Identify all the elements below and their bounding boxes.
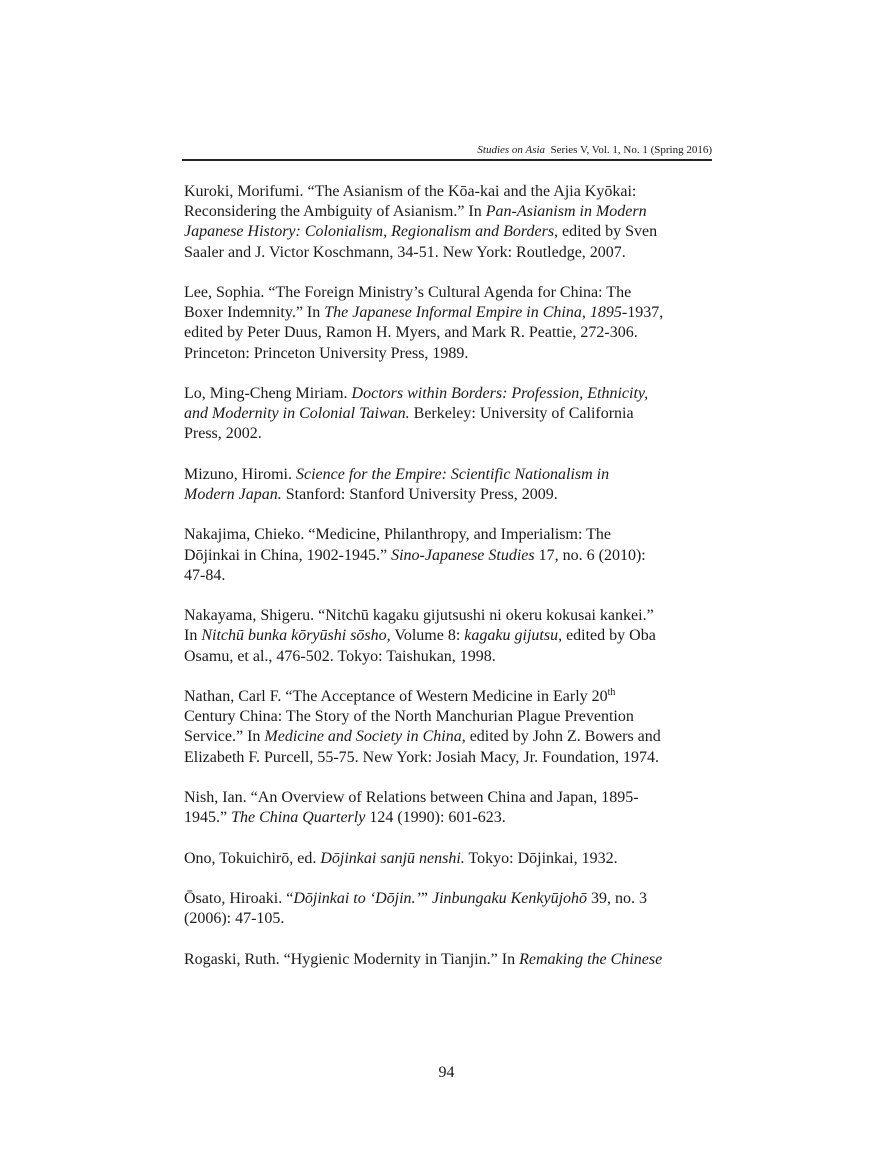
italic-title: Nitchū bunka kōryūshi sōsho, — [201, 627, 391, 645]
entry-text: 47-84. — [184, 566, 226, 584]
entry-line — [184, 283, 714, 303]
entry-line — [184, 606, 714, 626]
entry-text: Volume 8: — [390, 627, 465, 645]
entry-text: Press, 2002. — [184, 425, 262, 443]
bibliography-entry — [184, 687, 714, 768]
bibliography-entry — [184, 950, 714, 970]
entry-text: Nakayama, Shigeru. “Nitchū kagaku gijutsushi ni okeru kokusai kankei.” — [184, 607, 654, 625]
bibliography-entry — [184, 283, 714, 364]
bibliography-entry — [184, 889, 714, 929]
italic-title: The China Quarterly — [231, 809, 366, 827]
entry-line — [184, 384, 714, 404]
header-rule — [182, 159, 712, 161]
entry-line — [184, 889, 714, 909]
entry-text: edited by Peter Duus, Ramon H. Myers, and Mark R. Peattie, 272-306. — [184, 324, 638, 342]
entry-text: ” — [420, 889, 432, 907]
entry-text: Rogaski, Ruth. “Hygienic Modernity in Tianjin.” In — [184, 950, 520, 968]
entry-line — [184, 566, 714, 586]
entry-line — [184, 647, 714, 667]
entry-text: Boxer Indemnity.” In — [184, 304, 325, 322]
entry-line — [184, 788, 714, 808]
bibliography-entry — [184, 182, 714, 263]
entry-line — [184, 424, 714, 444]
entry-line — [184, 323, 714, 343]
entry-line — [184, 485, 714, 505]
entry-text: edited by Sven — [558, 223, 658, 241]
entry-text: Stanford: Stanford University Press, 2009. — [281, 486, 558, 503]
journal-title: Studies on Asia — [477, 144, 546, 156]
bibliography-entry — [184, 606, 714, 667]
entry-text: Berkeley: University of California — [409, 405, 634, 423]
entry-text: Reconsidering the Ambiguity of Asianism.” In — [184, 203, 486, 221]
entry-text: Kuroki, Morifumi. “The Asianism of the Kōa-kai and the Ajia Kyōkai: — [184, 183, 637, 200]
italic-title: Pan-Asianism in Modern — [485, 203, 647, 221]
entry-line — [184, 303, 714, 323]
entry-text: Dōjinkai in China, 1902-1945.” — [184, 546, 392, 564]
entry-line — [184, 182, 714, 202]
entry-line — [184, 950, 714, 970]
entry-text: Nathan, Carl F. “The Acceptance of Western Medicine in Early 20 — [184, 687, 608, 705]
italic-title: Dōjinkai to ‘Dōjin.’ — [293, 889, 421, 907]
entry-text: Nakajima, Chieko. “Medicine, Philanthropy, and Imperialism: The — [184, 526, 612, 544]
issue-info: Series V, Vol. 1, No. 1 (Spring 2016) — [550, 144, 712, 156]
entry-line — [184, 808, 714, 828]
entry-text: 124 (1990): 601-623. — [365, 809, 506, 827]
bibliography-entry — [184, 849, 714, 869]
italic-title: and Modernity in Colonial Taiwan. — [184, 405, 410, 423]
entry-text: Tokyo: Dōjinkai, 1932. — [464, 849, 618, 867]
entry-text: Lee, Sophia. “The Foreign Ministry’s Cultural Agenda for China: The — [184, 284, 632, 301]
entry-text: Mizuno, Hiromi. — [184, 465, 296, 483]
entry-text: Ono, Tokuichirō, ed. — [184, 849, 321, 867]
entry-text: , edited by John Z. Bowers and — [461, 728, 661, 746]
entry-line — [184, 202, 714, 222]
italic-title: Sino-Japanese Studies — [391, 546, 535, 564]
entry-text: 39, no. 3 — [587, 889, 648, 907]
bibliography-entry — [184, 788, 714, 828]
italic-title: kagaku gijutsu, — [464, 627, 563, 645]
entry-line — [184, 909, 714, 929]
italic-title: Modern Japan. — [184, 486, 282, 503]
entry-line — [184, 707, 714, 727]
entry-text: Lo, Ming-Cheng Miriam. — [184, 385, 352, 402]
entry-text: Service.” In — [184, 728, 265, 746]
italic-title: Doctors within Borders: Profession, Ethnicity, — [351, 385, 649, 402]
entry-line — [184, 727, 714, 747]
entry-text: Princeton: Princeton University Press, 1989. — [184, 344, 469, 362]
italic-title: Jinbungaku Kenkyūjohō — [431, 889, 588, 907]
italic-title: Remaking the Chinese — [519, 950, 663, 968]
entry-text: -1937, — [621, 304, 664, 322]
page-number: 94 — [438, 1064, 455, 1081]
italic-title: Japanese History: Colonialism, Regionalism and Borders, — [184, 223, 559, 241]
entry-line — [184, 243, 714, 263]
entry-line — [184, 344, 714, 364]
italic-title: The Japanese Informal Empire in China, 1895 — [324, 304, 622, 322]
bibliography-entry — [184, 465, 714, 505]
entry-line — [184, 465, 714, 485]
entry-text: Saaler and J. Victor Koschmann, 34-51. New York: Routledge, 2007. — [184, 243, 626, 261]
entry-text: In — [184, 627, 202, 645]
entry-line — [184, 687, 714, 707]
entry-line — [184, 525, 714, 545]
entry-text: Nish, Ian. “An Overview of Relations between China and Japan, 1895- — [184, 788, 639, 806]
entry-text: 17, no. 6 (2010): — [534, 546, 646, 564]
entry-line — [184, 222, 714, 242]
running-header — [182, 143, 712, 157]
entry-text: edited by Oba — [562, 627, 656, 645]
entry-text: Century China: The Story of the North Manchurian Plague Prevention — [184, 708, 634, 726]
entry-line — [184, 748, 714, 768]
entry-line — [184, 849, 714, 869]
italic-title: Science for the Empire: Scientific Nationalism in — [296, 465, 610, 483]
bibliography-entry — [184, 384, 714, 445]
entry-line — [184, 626, 714, 646]
italic-title: Medicine and Society in China — [264, 728, 462, 746]
entry-text: (2006): 47-105. — [184, 910, 285, 928]
entry-text: 1945.” — [184, 809, 232, 827]
entry-line — [184, 404, 714, 424]
entry-text: Osamu, et al., 476-502. Tokyo: Taishukan, 1998. — [184, 647, 496, 665]
bibliography-list — [184, 182, 714, 990]
entry-text: Ōsato, Hiroaki. “ — [184, 889, 294, 907]
italic-title: Dōjinkai sanjū nenshi. — [320, 849, 465, 867]
superscript: th — [607, 686, 616, 698]
entry-text: Elizabeth F. Purcell, 55-75. New York: Josiah Macy, Jr. Foundation, 1974. — [184, 748, 659, 766]
entry-line — [184, 546, 714, 566]
bibliography-entry — [184, 525, 714, 586]
